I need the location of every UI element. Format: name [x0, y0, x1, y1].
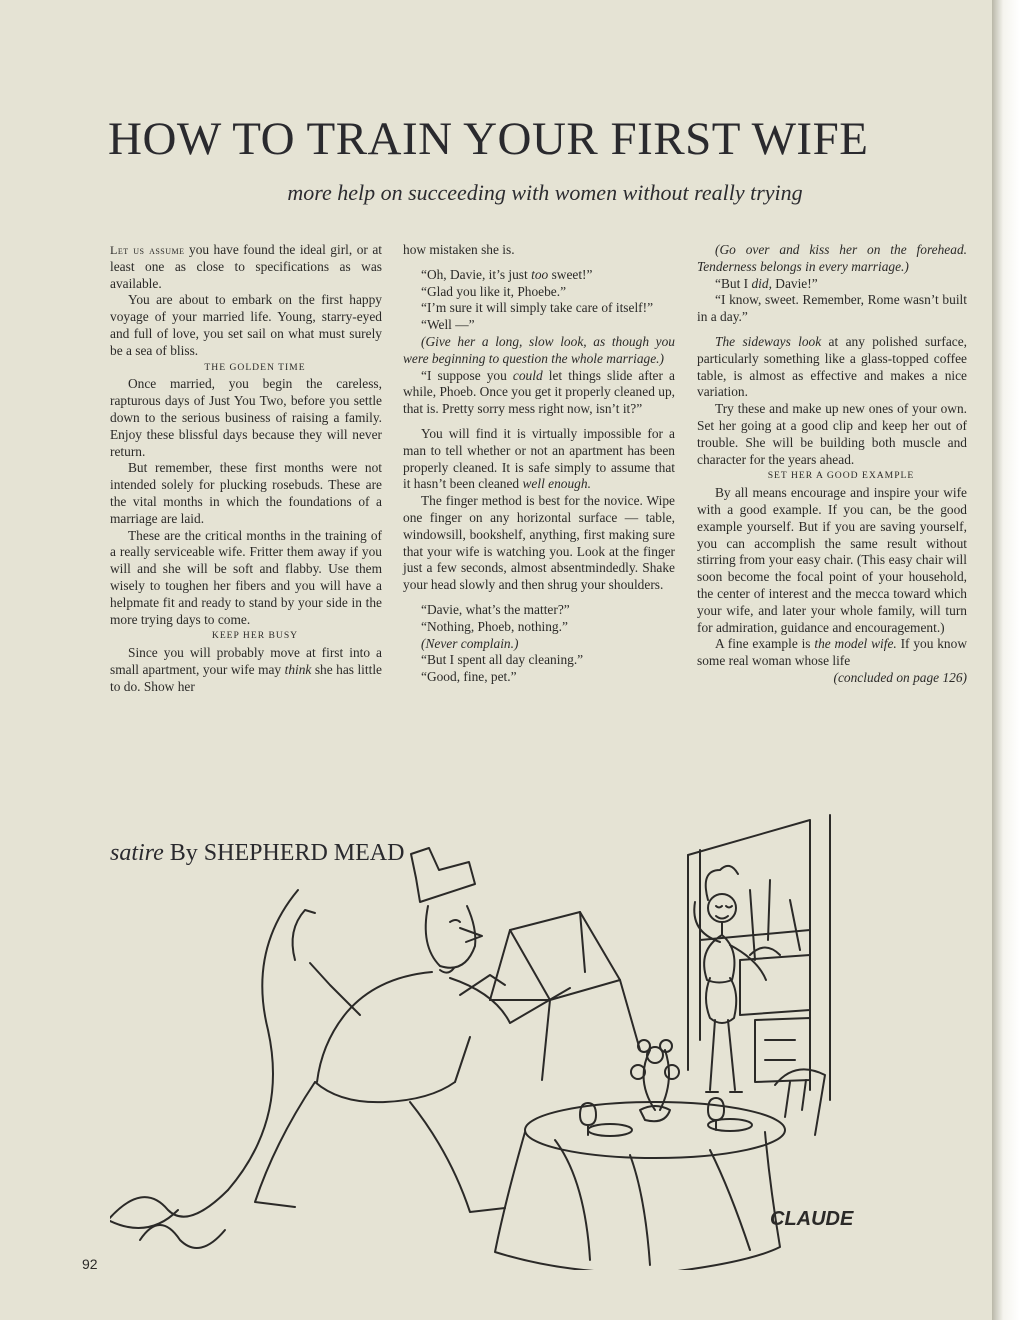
text-column-3	[697, 242, 967, 687]
paragraph: You are about to embark on the first happy voyage of your married life. Young, starry-eyed and full of love, you set sail on what must surely be a sea of bliss.	[110, 292, 382, 358]
continued-note: (concluded on page 126)	[833, 669, 967, 685]
dialogue-line: “Oh, Davie, it’s just too sweet!”	[421, 266, 593, 282]
paragraph: Let us assume you have found the ideal girl, or at least one as close to specifications as was available.	[110, 242, 382, 291]
article-subtitle: more help on succeeding with women without really trying	[287, 180, 803, 205]
paragraph: A fine example is the model wife. If you know some real woman whose life	[697, 636, 967, 669]
paragraph: But remember, these first months were not intended solely for plucking rosebuds. These are the vital months in which the foundations of a marriage are laid.	[110, 460, 382, 526]
section-heading: THE GOLDEN TIME	[204, 361, 306, 373]
stage-direction: (Never complain.)	[421, 635, 519, 651]
dialogue-line: “I know, sweet. Remember, Rome wasn’t built in a day.”	[697, 292, 967, 325]
byline-kind: satire	[110, 840, 164, 866]
section-heading: SET HER A GOOD EXAMPLE	[767, 470, 915, 482]
article-title: HOW TO TRAIN YOUR FIRST WIFE	[108, 113, 869, 165]
man-figure	[110, 848, 570, 1248]
lead-in: Let us assume	[110, 243, 185, 257]
paragraph: how mistaken she is.	[403, 242, 515, 257]
paragraph: The finger method is best for the novice. Wipe one finger on any horizontal surface — table, windowsill, bookshelf, anything, first making sure that your wife is watching you. Look at the finger just a few seconds, almost absentmindedly. Shake your head slowly and then shrug your shoulders.	[403, 493, 675, 593]
paragraph: By all means encourage and inspire your wife with a good example. If you can, be the good example yourself. But if you are saving yourself, you can accomplish the same result without stirring from your easy chair. (This easy chair will soon become the focal point of your household, the center of interest and the mecca toward which your wife, and later your whole family, will turn for admiration, guidance and encouragement.)	[697, 485, 967, 635]
dialogue-line: “I suppose you could let things slide after a while, Phoeb. Once you get it properly cleaned up, that is. Pretty sorry mess right now, isn’t it?”	[403, 367, 675, 417]
page-edge-shadow	[992, 0, 1020, 1320]
cartoon-illustration	[110, 810, 980, 1270]
stage-direction: (Go over and kiss her on the forehead. Tenderness belongs in every marriage.)	[697, 242, 967, 274]
text-column-1	[110, 242, 382, 696]
section-heading: KEEP HER BUSY	[211, 630, 299, 642]
stage-direction: (Give her a long, slow look, as though you were beginning to question the whole marriage.)	[403, 333, 675, 366]
chair-drawing	[490, 912, 640, 1080]
paragraph: These are the critical months in the training of a really serviceable wife. Fritter them away if you will and she will be soft and flabby. Use them wisely to toughen her fibers and you will have a helpmate fit and ready to stand by your side in the more trying days to come.	[110, 527, 382, 627]
dialogue-line: “Glad you like it, Phoebe.”	[421, 283, 567, 299]
byline-author: By SHEPHERD MEAD	[169, 840, 405, 866]
dialogue-line: “I’m sure it will simply take care of itself!”	[421, 300, 654, 316]
dialogue-line: “Davie, what’s the matter?”	[421, 601, 570, 617]
paragraph: Since you will probably move at first into a small apartment, your wife may think she has little to do. Show her	[110, 645, 382, 694]
dialogue-line: “But I spent all day cleaning.”	[421, 652, 584, 668]
dialogue-line: “Well —”	[421, 317, 475, 333]
paragraph: You will find it is virtually impossible for a man to tell whether or not an apartment has been properly cleaned. It is safe simply to assume that it hasn’t been cleaned well enough.	[403, 425, 675, 492]
dialogue-line: “Good, fine, pet.”	[421, 669, 517, 685]
artist-signature: CLAUDE	[770, 1208, 854, 1230]
paragraph: Once married, you begin the careless, rapturous days of Just You Two, before you settle down to the serious business of raising a family. Enjoy these blissful days because they will never return.	[110, 376, 382, 459]
text-column-2	[403, 242, 675, 686]
dialogue-line: “But I did, Davie!”	[715, 275, 818, 291]
doorway-drawing	[688, 815, 830, 1100]
page-number: 92	[82, 1256, 98, 1272]
dialogue-line: “Nothing, Phoeb, nothing.”	[421, 618, 568, 634]
paragraph: The sideways look at any polished surface, particularly something like a glass-topped coffee table, is almost as effective and makes a nice variation.	[697, 333, 967, 400]
table-drawing	[495, 1040, 785, 1270]
paragraph: Try these and make up new ones of your own. Set her going at a good clip and keep her out of trouble. She will be building both muscle and character for the years ahead.	[697, 401, 967, 467]
